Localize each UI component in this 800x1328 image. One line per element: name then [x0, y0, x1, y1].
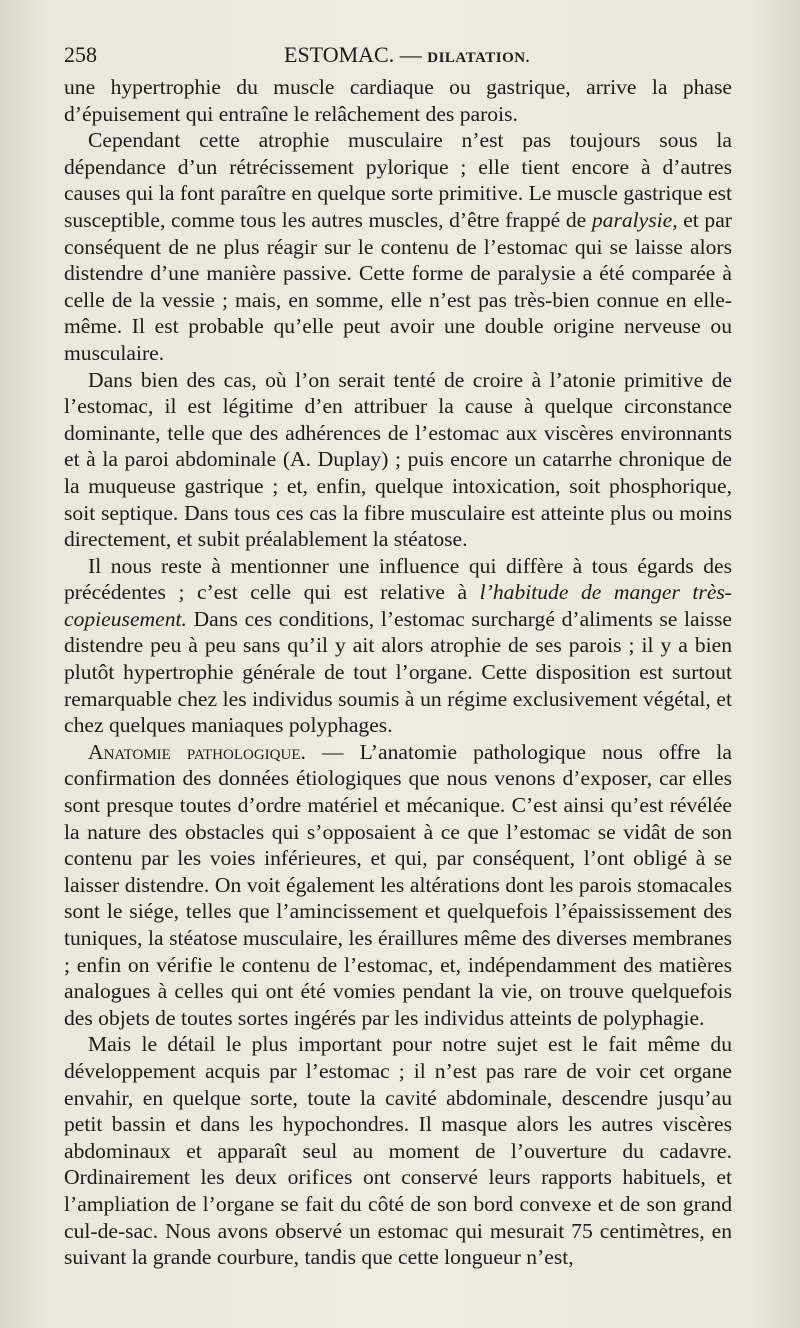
paragraph-anatomie [64, 739, 732, 1032]
paragraph-developpement: Mais le détail le plus important pour notre sujet est le fait même du développement acquis par l’estomac ; il n’est pas rare de voir cet organe envahir, en quelque sorte, toute la cavité abdominale, descendre jusqu’au petit bassin et dans les hypochondres. Il masque alors les autres viscères abdominaux et apparaît seul au moment de l’ouverture du cadavre. Ordinairement les deux orifices ont conservé leurs rapports habituels, et l’ampliation de l’organe se fait du côté de son bord convexe et de son grand cul-de-sac. Nous avons observé un estomac qui mesurait 75 centimètres, en suivant la grande courbure, tandis que cette longueur n’est, [64, 1032, 732, 1270]
paragraph-habitude [64, 553, 732, 739]
italic-term: paralysie, [591, 207, 678, 232]
running-title-sub: DILATATION. [427, 50, 530, 66]
paragraph-text: Il nous reste à mentionner une influence qui diffère à tous égards des précédentes ; c’est celle qui est relative à [64, 553, 732, 605]
paragraph-text: — L’anatomie pathologique nous offre la confirmation des données étiologiques que nous venons d’exposer, car elles sont presque toutes d’ordre matériel et mécanique. C’est ainsi qu’est révélée la nature des obstacles qui s’opposaient à ce que l’estomac se vidât de son contenu par les voies inférieures, et qui, par conséquent, l’ont obligé à se laisser distendre. On voit également les altérations dont les parois stomacales sont le siége, telles que l’amincissement et quelquefois l’épaississement des tuniques, la stéatose musculaire, les éraillures même des diverses membranes ; enfin on vérifie le contenu de l’estomac, et, indépendamment des matières analogues à celles qui ont été vomies pendant la vie, on trouve quelquefois des objets de toutes sortes ingérés par les individus atteints de polyphagie. [64, 739, 732, 1030]
running-title [284, 40, 530, 73]
running-title-separator: — [394, 42, 428, 67]
italic-term: l’habitude de manger très-copieusement. [64, 580, 732, 631]
body-text [64, 74, 732, 1271]
paragraph-text: Dans ces conditions, l’estomac surchargé d’aliments se laisse distendre peu à peu sans qu’il y ait alors atrophie de ses parois ; il y a bien plutôt hypertrophie générale de tout l’organe. Cette disposition est surtout remarquable chez les individus soumis à un régime exclusivement végétal, et chez quelques maniaques polyphages. [64, 606, 732, 738]
paragraph-text: et par conséquent de ne plus réagir sur le contenu de l’estomac qui se laisse alors distendre d’une manière passive. Cette forme de paralysie a été comparée à celle de la vessie ; mais, en somme, elle n’est pas très-bien connue en elle-même. Il est probable qu’elle peut avoir une double origine nerveuse ou musculaire. [64, 207, 732, 365]
paragraph-text: Cependant cette atrophie musculaire n’est pas toujours sous la dépendance d’un rétrécissement pylorique ; elle tient encore à d’autres causes qui la font paraître en quelque sorte primitive. Le muscle gastrique est susceptible, comme tous les autres muscles, d’être frappé de [64, 128, 732, 232]
paragraph-atonie: Dans bien des cas, où l’on serait tenté de croire à l’atonie primitive de l’estomac, il est légitime d’en attribuer la cause à quelque circonstance dominante, telle que des adhérences de l’estomac aux viscères environnants et à la paroi abdominale (A. Duplay) ; puis encore un catarrhe chronique de la muqueuse gastrique ; et, enfin, quelque intoxication, soit phosphorique, soit septique. Dans tous ces cas la fibre musculaire est atteinte plus ou moins directement, et subit préalablement la stéatose. [64, 367, 732, 552]
paragraph-continued: une hypertrophie du muscle cardiaque ou gastrique, arrive la phase d’épuisement qui entraîne le relâchement des parois. [64, 75, 732, 126]
section-heading: Anatomie pathologique. [88, 739, 306, 764]
running-header [64, 40, 732, 70]
paragraph-paralysie [64, 127, 732, 366]
running-title-main: ESTOMAC. [284, 42, 395, 67]
page-number: 258 [64, 42, 97, 67]
